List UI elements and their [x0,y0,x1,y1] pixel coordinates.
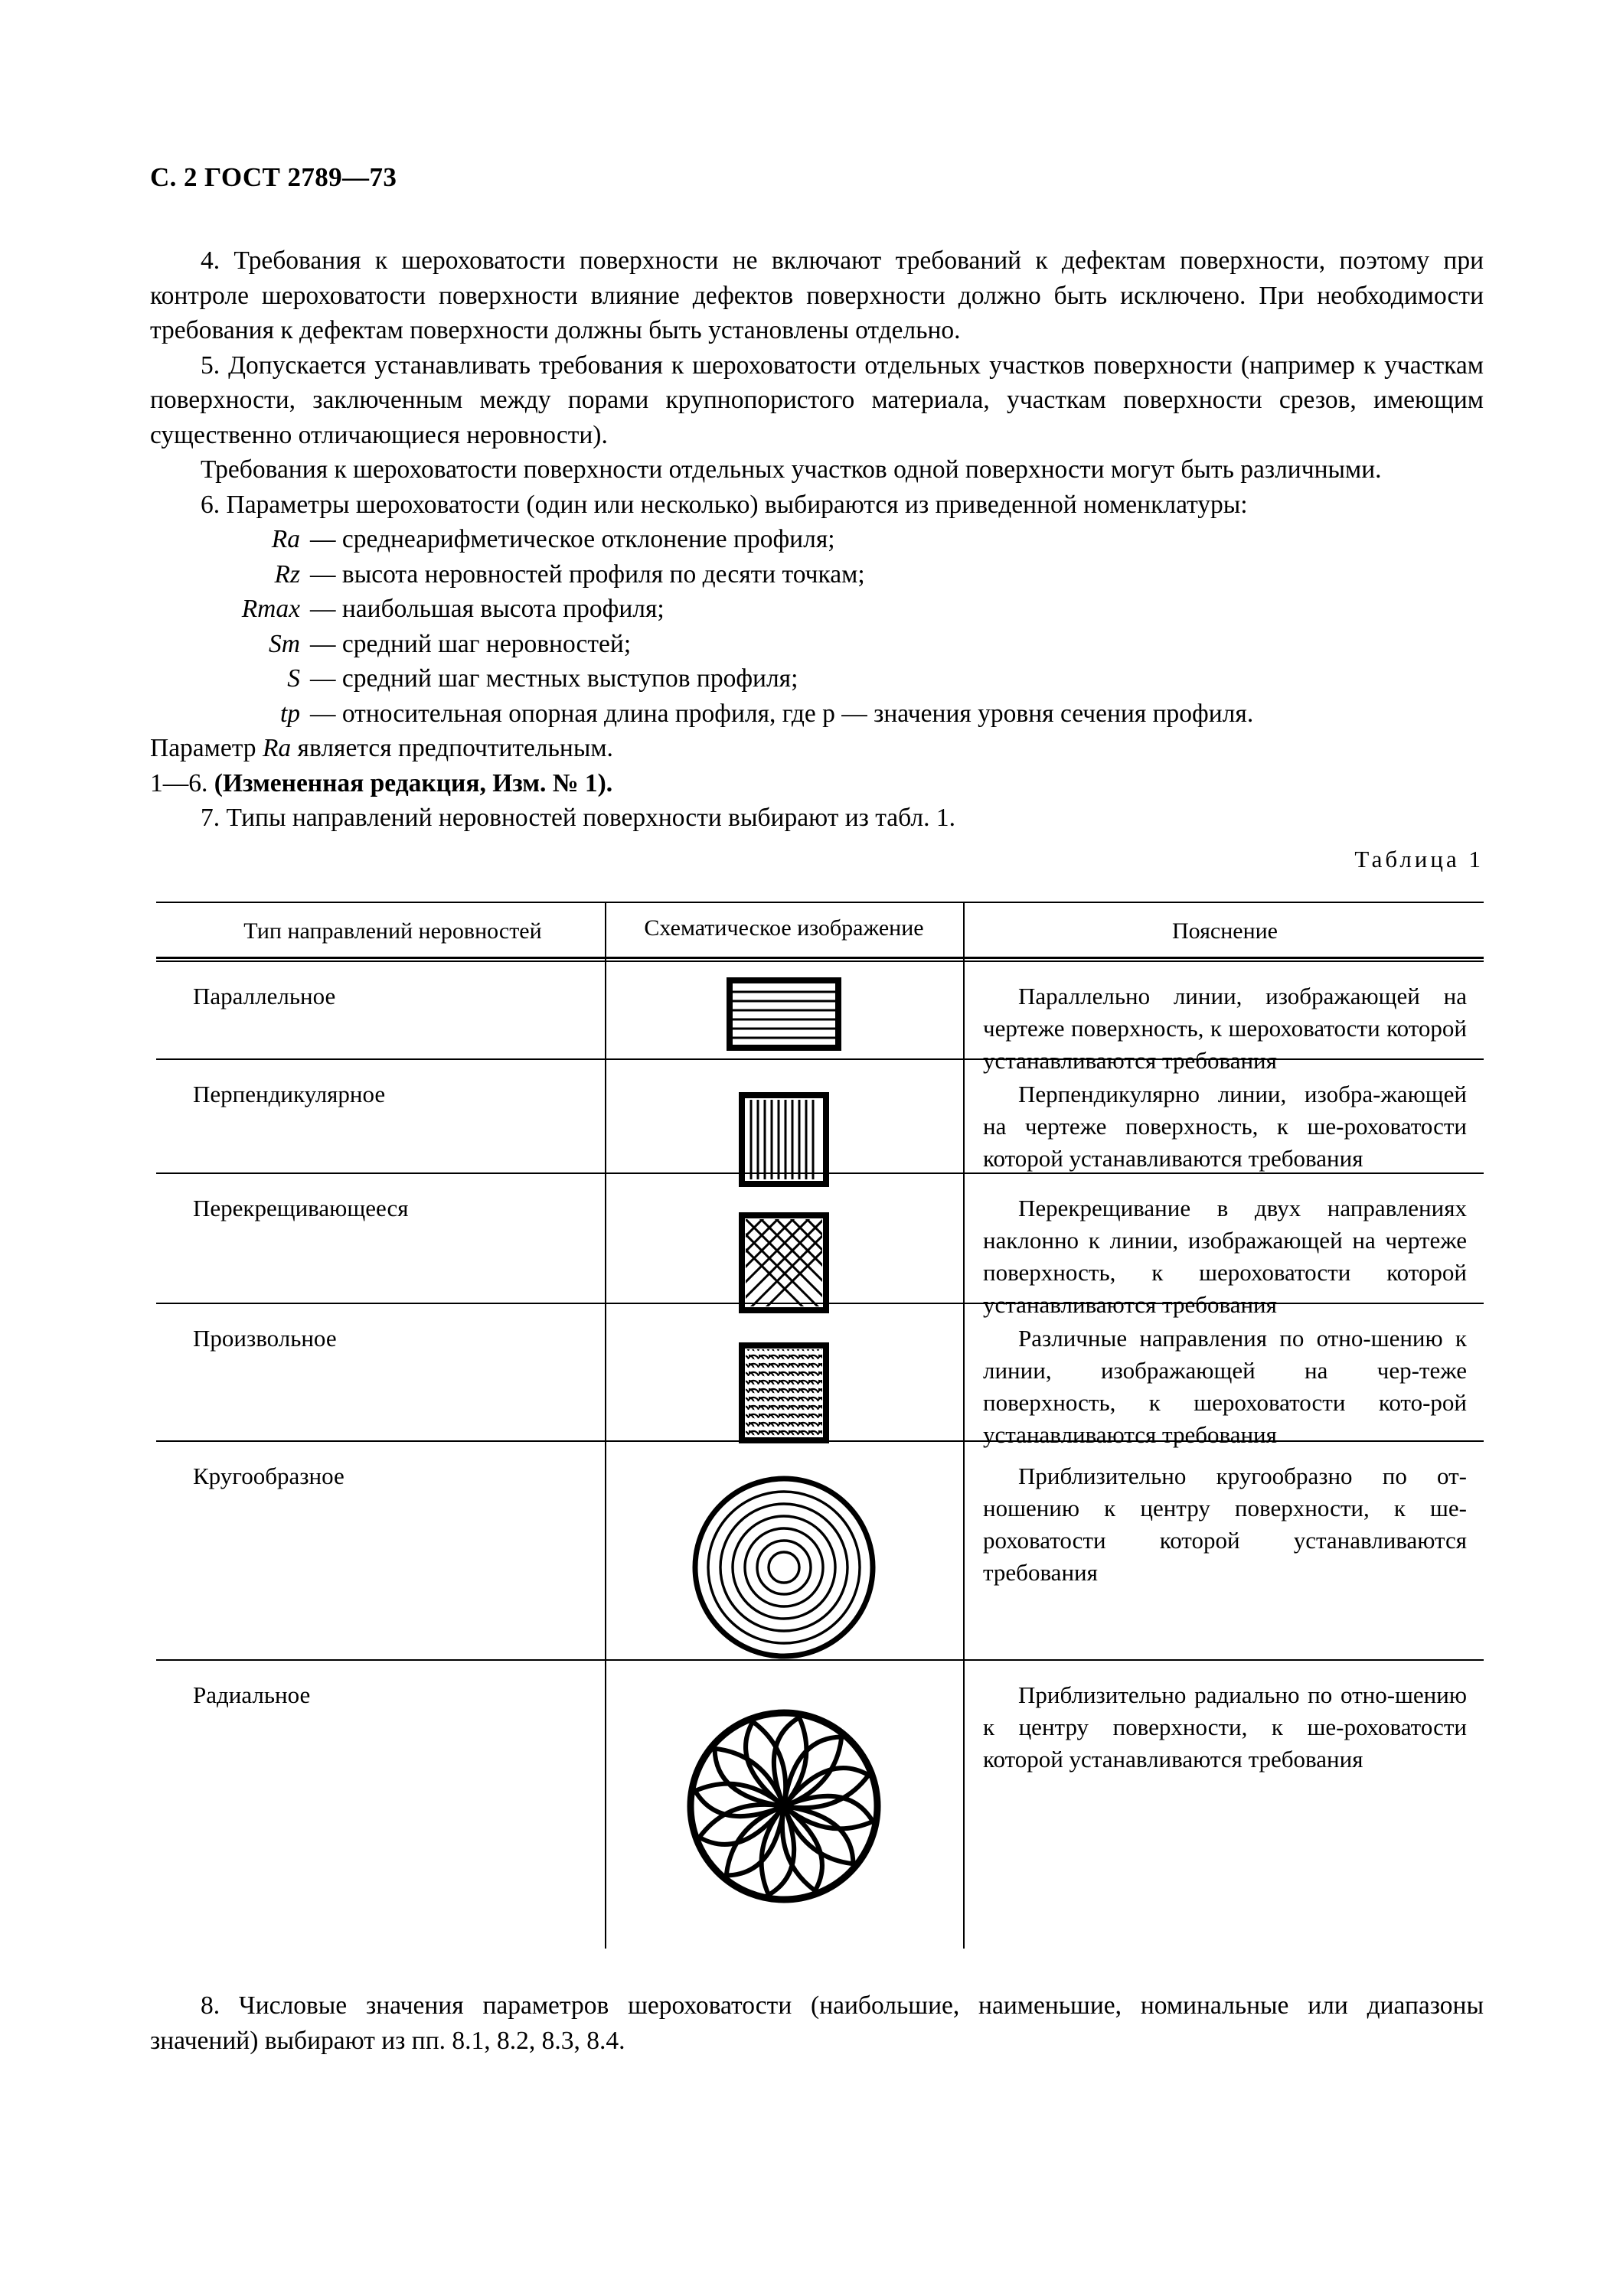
cross-hatch-pattern [739,1212,829,1313]
paragraph-8: 8. Числовые значения параметров шероховатости (наибольшие, наименьшие, номинальные или диапазоны значений) выбирают из пп. 8.1, 8.2, 8.3, 8.4. [150,1991,1484,2055]
cell-explanation: Приблизительно кругообразно по от-ношению к центру поверхности, к ше-роховатости которой устанавливаются требования [983,1463,1467,1586]
parameter-text: высота неровностей профиля по десяти точкам; [341,559,865,589]
cell-direction-type: Перпендикулярное [193,1081,386,1107]
radial-rosette-pattern [684,1707,883,1906]
cell-explanation: Приблизительно радиально по отно-шению к центру поверхности, к ше-роховатости которой устанавливаются требования [983,1681,1467,1773]
table-header-row [156,902,1484,960]
amendment-note [150,766,1484,801]
parameter-definition [300,661,798,696]
preferred-suffix: является предпочтительным. [291,734,613,762]
parameter-dash: — [310,629,336,658]
cell-pattern-image [605,1440,963,1659]
parameter-definition [300,627,631,662]
table-row [156,1303,1484,1448]
parameter-dash: — [310,525,336,553]
parameter-dash: — [310,559,336,589]
cell-pattern-image [605,960,963,1058]
parameter-definition [300,696,1253,732]
parameter-dash: — [310,595,336,623]
cell-pattern-image [605,1058,963,1172]
parameter-symbol: Rmax [241,595,300,623]
parameter-item [150,661,1484,696]
table-row [156,1659,1484,1949]
parameter-dash: — [310,664,336,693]
table-row [156,1172,1484,1318]
closing-text-block [150,1988,1484,2058]
cell-pattern-image [605,1303,963,1440]
table-inner [156,902,1484,1949]
preferred-prefix: Параметр [150,734,263,762]
parameter-symbol: S [287,664,300,693]
parameter-definition [300,522,835,557]
parameter-text: средний шаг неровностей; [341,629,632,658]
table-caption: Таблица 1 [1354,846,1484,872]
horizontal-lines-pattern [727,977,841,1051]
cell-explanation: Различные направления по отно-шению к линии, изображающей на чер-теже поверхность, к шероховатости кото-рой устанавливаются требования [983,1325,1467,1448]
table-row [156,1058,1484,1172]
parameter-text: наибольшая высота профиля; [341,595,665,623]
cell-pattern-image [605,1659,963,1949]
paragraph-4: 4. Требования к шероховатости поверхности не включают требований к дефектам поверхности, поэтому при контроле шероховатости поверхности влияние дефектов поверхности должно быть исключено. При необходимости требования к дефектам поверхности должны быть установлены отдельно. [150,246,1484,344]
parameter-item [150,557,1484,592]
cell-explanation: Перпендикулярно линии, изобра-жающей на чертеже поверхность, к ше-роховатости которой устанавливаются требования [983,1081,1467,1172]
cell-direction-type: Кругообразное [193,1463,345,1489]
cell-direction-type: Радиальное [193,1681,311,1708]
header-cell-image: Схематическое изображение [644,915,924,941]
parameter-symbol: Ra [271,525,300,553]
cell-direction-type: Перекрещивающееся [193,1195,409,1221]
parameter-item [150,627,1484,662]
parameter-symbol: Rz [274,559,300,589]
running-head: С. 2 ГОСТ 2789—73 [150,162,397,192]
parameter-item [150,522,1484,557]
concentric-circles-pattern [691,1474,877,1661]
cell-direction-type: Произвольное [193,1325,337,1352]
header-cell-note: Пояснение [1171,918,1278,944]
paragraph-5-continued: Требования к шероховатости поверхности отдельных участков одной поверхности могут быть различными. [201,455,1382,484]
parameter-definition [300,592,665,627]
table-row [156,1440,1484,1659]
parameter-symbol: Sm [269,629,300,658]
parameter-item [150,696,1484,732]
cell-explanation: Параллельно линии, изображающей на чертеже поверхность, к шероховатости которой устанавливаются требования [983,983,1467,1074]
table-row [156,960,1484,1074]
cell-explanation: Перекрещивание в двух направлениях наклонно к линии, изображающей на чертеже поверхность, к шероховатости которой устанавливаются требования [983,1195,1467,1318]
parameter-text: среднеарифметическое отклонение профиля; [341,525,835,553]
cell-direction-type: Параллельное [193,983,336,1009]
paragraph-7: 7. Типы направлений неровностей поверхности выбирают из табл. 1. [201,804,955,832]
parameter-definition [300,557,865,592]
parameter-item [150,592,1484,627]
directions-table [156,902,1484,1949]
parameter-symbol: tp [279,699,300,728]
parameter-text: средний шаг местных выступов профиля; [341,664,798,693]
cell-pattern-image [605,1172,963,1303]
roughness-parameter-list [150,522,1484,731]
header-cell-type: Тип направлений неровностей [243,918,542,944]
parameter-text: относительная опорная длина профиля, где p — значения уровня сечения профиля. [341,699,1254,728]
paragraph-5: 5. Допускается устанавливать требования к шероховатости отдельных участков поверхности (например к участкам поверхности, заключенным между порами крупнопористого материала, участкам поверхности срезов, имеющим существенно отличающиеся неровности). [150,351,1484,449]
preferred-parameter-note [150,731,1484,766]
amendment-label: (Измененная редакция, Изм. № 1). [214,768,613,797]
parameter-dash: — [310,699,336,728]
amendment-range: 1—6. [150,768,214,797]
preferred-symbol: Ra [262,734,292,762]
body-text-column [150,243,1484,836]
paragraph-6: 6. Параметры шероховатости (один или несколько) выбираются из приведенной номенклатуры: [201,490,1248,519]
random-mesh-pattern [739,1342,829,1443]
